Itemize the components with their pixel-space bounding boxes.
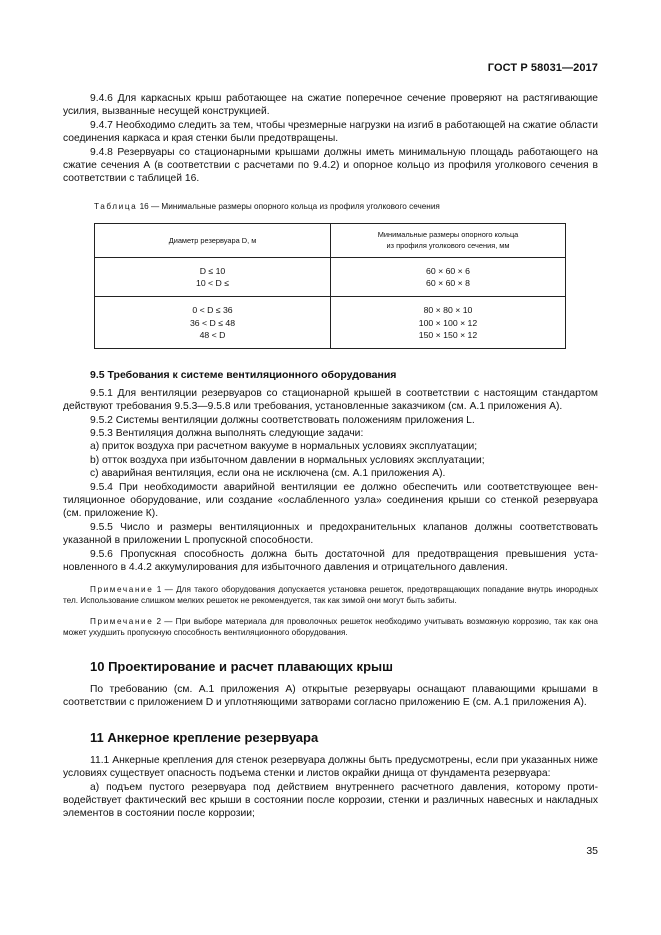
note [63, 584, 598, 607]
note-text: 2 — При выборе материала для проволочных решеток необходимо учитывать возможную коррозию, так как она может ухудшить пропускную способность вентиляционного оборудования. [63, 616, 598, 638]
page-body [63, 92, 598, 821]
paragraph: 9.5.5 Число и размеры вентиляционных и предохранительных клапанов должны соответствовать указанной в приложении L пропускной способности. [63, 521, 598, 547]
column-header-line: из профиля уголкового сечения, мм [386, 241, 510, 251]
list-item: a) приток воздуха при расчетном вакууме в нормальных условиях эксплуатации; [90, 441, 478, 453]
column-header-diameter: Диаметр резервуара D, м [95, 223, 331, 257]
paragraph: 9.4.8 Резервуары со стационарными крышами должны иметь минимальную площадь работающего на сжатие сечения А (в соответствии с расчетами по 9.4.2) и опорное кольцо из профиля уголкового сечения в соответствии с таблицей 16. [63, 146, 598, 185]
list-item: a) подъем пустого резервуара под действием внутреннего расчетного давления, которому противодействует фактический вес крыши в состоянии после коррозии, стенки и различных навесных и накладных элементов в состоянии после коррозии; [63, 781, 598, 820]
section-heading: 10 Проектирование и расчет плавающих крыш [90, 658, 393, 674]
cell-value: 48 < D [199, 330, 226, 341]
paragraph: 9.4.6 Для каркасных крыш работающее на сжатие поперечное сечение проверяют на растягивающие усилия, вызванные несущей конструкцией. [63, 93, 598, 118]
table-caption-text: 16 — Минимальные размеры опорного кольца из профиля уголкового сечения [137, 201, 440, 211]
column-header-line: Минимальные размеры опорного кольца [377, 230, 519, 240]
note-text: 1 — Для такого оборудования допускается установка решеток, предотвращающих попадание внутрь инородных тел. Использование слишком мелких решеток не рекомендуется, так как зимой они могут быть забиты. [63, 584, 598, 606]
note [63, 616, 598, 639]
cell-value: 150 × 150 × 12 [418, 330, 478, 341]
paragraph: По требованию (см. А.1 приложения А) открытые резервуары оснащают плавающими крышами в соответствии с приложением D и уплотняющими затворами согласно приложению Е (см. А.1 приложения А). [63, 683, 598, 709]
cell-value: 100 × 100 × 12 [418, 317, 478, 328]
paragraph: 9.5.2 Системы вентиляции должны соответствовать положениям приложения L. [90, 414, 475, 426]
table-row [95, 297, 566, 349]
note-label: Примечание [90, 584, 154, 594]
cell-value: 36 < D ≤ 48 [189, 317, 236, 328]
paragraph: 9.5.3 Вентиляция должна выполнять следующие задачи: [90, 428, 364, 440]
paragraph: 9.5.6 Пропускная способность должна быть достаточной для предотвращения превышения установленного в 4.4.2 аккумулирования для избыточного давления и отрицательного давления. [63, 548, 598, 574]
table-header-row [95, 223, 566, 257]
note-label: Примечание [90, 616, 154, 626]
dimensions-table [94, 223, 566, 349]
document-id: ГОСТ Р 58031—2017 [487, 62, 598, 74]
paragraph: 9.5.1 Для вентиляции резервуаров со стационарной крышей в соответствии с настоящим стандартом действуют требования 9.5.3—9.5.8 или требования, установленные заказчиком (см. А.1 приложения А). [63, 387, 598, 413]
cell-value: 60 × 60 × 6 [426, 265, 470, 276]
paragraph: 9.5.4 При необходимости аварийной вентиляции ее должно обеспечить или соответствующее вентиляционное оборудование, или создание «ослабленного узла» соединения крыши со стенкой резервуара (см. приложение К). [63, 481, 598, 520]
table-caption [94, 202, 598, 211]
table-cell-sizes [331, 257, 566, 296]
list-item: c) аварийная вентиляция, если она не исключена (см. А.1 приложения А). [90, 468, 446, 480]
cell-value: 10 < D ≤ [195, 278, 230, 289]
paragraph: 9.4.7 Необходимо следить за тем, чтобы чрезмерные нагрузки на изгиб в работающей на сжатие области соединения каркаса и края стенки были предотвращены. [63, 119, 598, 145]
column-header-sizes [331, 223, 566, 257]
cell-value: D ≤ 10 [199, 265, 226, 276]
cell-value: 80 × 80 × 10 [423, 305, 473, 316]
table-cell-diameter [95, 297, 331, 349]
table-cell-sizes [331, 297, 566, 349]
page-number: 35 [586, 845, 598, 857]
cell-value: 0 < D ≤ 36 [192, 305, 233, 316]
table-caption-word: Таблица [94, 201, 138, 211]
list-item: b) отток воздуха при избыточном давлении в нормальных условиях эксплуатации; [90, 454, 485, 466]
paragraph: 11.1 Анкерные крепления для стенок резервуара должны быть предусмотрены, если при указанных ниже условиях существует опасность подъема стенки и листов окрайки днища от фундамента резервуара: [63, 754, 598, 780]
table-cell-diameter [95, 257, 331, 296]
section-heading: 11 Анкерное крепление резервуара [90, 729, 319, 745]
section-heading: 9.5 Требования к системе вентиляционного оборудования [90, 368, 397, 381]
cell-value: 60 × 60 × 8 [426, 278, 470, 289]
table-row [95, 257, 566, 296]
